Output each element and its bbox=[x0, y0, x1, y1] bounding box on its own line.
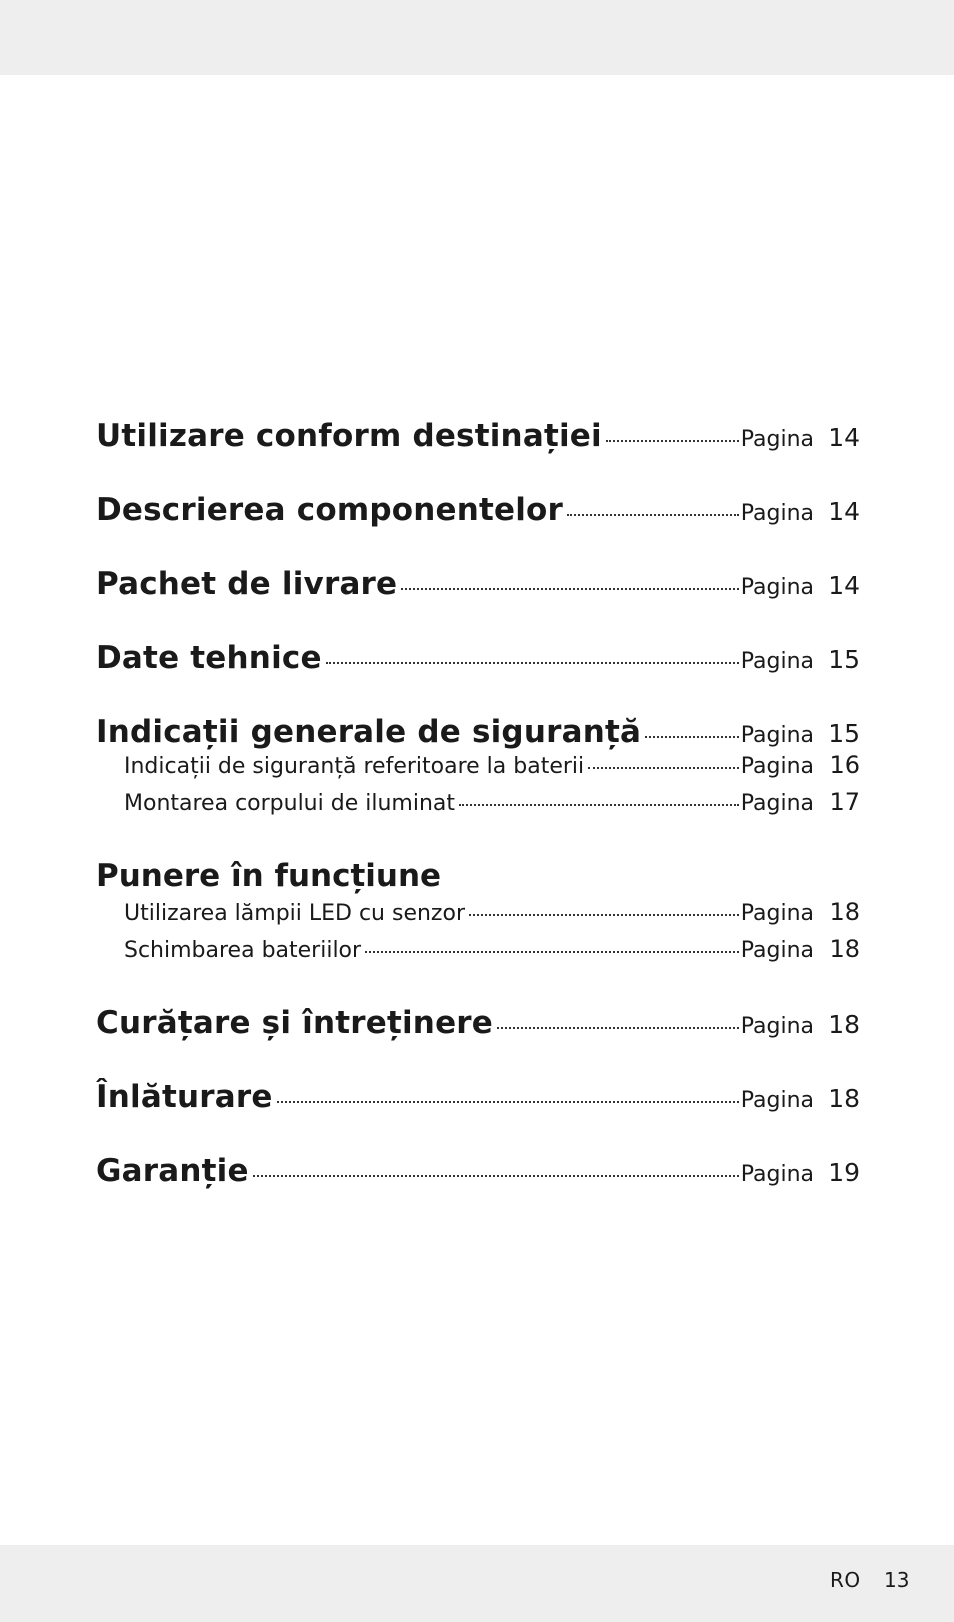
toc-entry-title: Garanție bbox=[96, 1153, 249, 1189]
page-footer-band bbox=[0, 1545, 954, 1622]
toc-page-number: 14 bbox=[828, 423, 860, 452]
leader-dots bbox=[497, 1027, 739, 1029]
toc-page-label: Pagina bbox=[740, 1088, 814, 1113]
toc-entry[interactable] bbox=[96, 1153, 860, 1227]
toc-subentry[interactable] bbox=[96, 935, 860, 1005]
toc-page-label: Pagina bbox=[740, 501, 814, 526]
leader-dots bbox=[588, 767, 739, 769]
toc-page-number: 18 bbox=[829, 898, 860, 926]
leader-dots bbox=[645, 736, 739, 738]
toc-entry[interactable] bbox=[96, 492, 860, 566]
toc-entry[interactable] bbox=[96, 1079, 860, 1153]
leader-dots bbox=[365, 951, 739, 953]
toc-page-number: 14 bbox=[828, 497, 860, 526]
leader-dots bbox=[459, 804, 739, 806]
leader-dots bbox=[326, 662, 739, 664]
toc-entry[interactable] bbox=[96, 640, 860, 714]
toc-subentry-title: Schimbarea bateriilor bbox=[124, 938, 362, 963]
footer-page-number: 13 bbox=[884, 1568, 910, 1592]
footer-language-code: RO bbox=[830, 1568, 861, 1592]
toc-subentry-title: Utilizarea lămpii LED cu senzor bbox=[124, 901, 465, 926]
toc-page-label: Pagina bbox=[740, 1162, 814, 1187]
toc-entry-title: Pachet de livrare bbox=[96, 566, 398, 602]
toc-page-number: 16 bbox=[829, 751, 860, 779]
toc-page-number: 15 bbox=[828, 719, 860, 748]
toc-page-label: Pagina bbox=[740, 938, 814, 963]
toc-subentry-title: Montarea corpului de iluminat bbox=[124, 791, 455, 816]
toc-subentry[interactable] bbox=[96, 898, 860, 935]
leader-dots bbox=[606, 440, 739, 442]
table-of-contents bbox=[96, 418, 860, 1227]
toc-entry[interactable] bbox=[96, 1005, 860, 1079]
toc-page-number: 18 bbox=[829, 935, 860, 963]
toc-page-label: Pagina bbox=[740, 1014, 814, 1039]
toc-entry-title: Curățare și întreținere bbox=[96, 1005, 494, 1041]
toc-page-number: 18 bbox=[828, 1010, 860, 1039]
toc-page-label: Pagina bbox=[740, 723, 814, 748]
toc-entry-title: Punere în funcțiune bbox=[96, 858, 442, 894]
page-header-band bbox=[0, 0, 954, 75]
toc-page-label: Pagina bbox=[740, 754, 814, 779]
toc-page-label: Pagina bbox=[740, 649, 814, 674]
leader-dots bbox=[277, 1101, 739, 1103]
toc-page-number: 17 bbox=[829, 788, 860, 816]
toc-page-label: Pagina bbox=[740, 791, 814, 816]
toc-page-number: 18 bbox=[828, 1084, 860, 1113]
toc-entry[interactable] bbox=[96, 714, 860, 751]
leader-dots bbox=[253, 1175, 739, 1177]
toc-entry-title: Date tehnice bbox=[96, 640, 322, 676]
toc-entry-title: Descrierea componentelor bbox=[96, 492, 564, 528]
toc-entry[interactable] bbox=[96, 566, 860, 640]
leader-dots bbox=[567, 514, 739, 516]
toc-entry-title: Utilizare conform destinației bbox=[96, 418, 602, 454]
leader-dots bbox=[469, 914, 739, 916]
toc-entry-title: Înlăturare bbox=[96, 1079, 273, 1115]
toc-page-number: 14 bbox=[828, 571, 860, 600]
toc-page-label: Pagina bbox=[740, 575, 814, 600]
toc-subentry[interactable] bbox=[96, 788, 860, 858]
toc-page-number: 15 bbox=[828, 645, 860, 674]
toc-subentry[interactable] bbox=[96, 751, 860, 788]
toc-entry-title: Indicații generale de siguranță bbox=[96, 714, 642, 750]
leader-dots bbox=[401, 588, 738, 590]
toc-page-label: Pagina bbox=[740, 427, 814, 452]
toc-subentry-title: Indicații de siguranță referitoare la baterii bbox=[124, 754, 585, 779]
toc-page-number: 19 bbox=[828, 1158, 860, 1187]
toc-entry[interactable] bbox=[96, 418, 860, 492]
toc-section-heading[interactable] bbox=[96, 858, 860, 898]
toc-page-label: Pagina bbox=[740, 901, 814, 926]
